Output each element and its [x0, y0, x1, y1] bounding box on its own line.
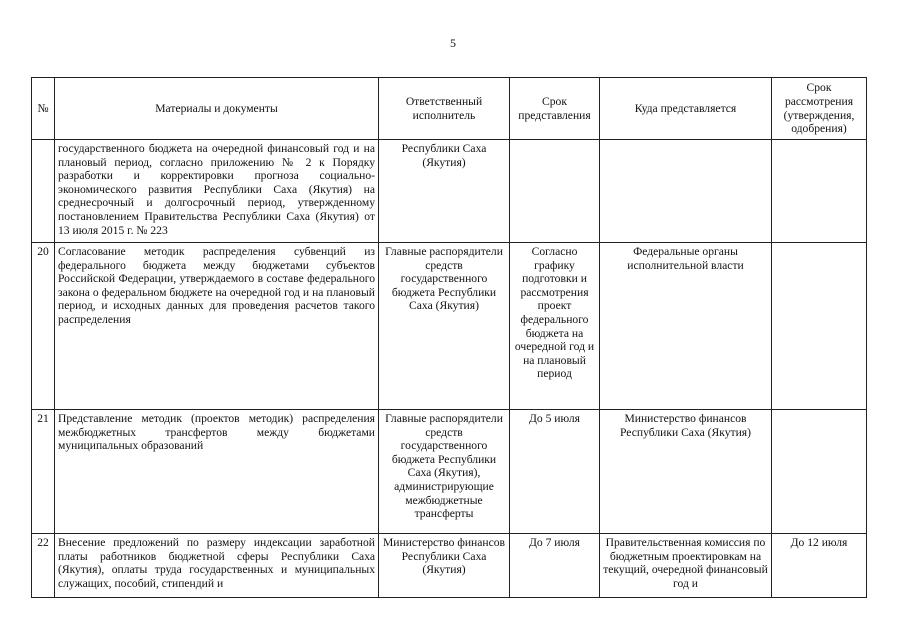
row-materials: Представление методик (проектов методик) распределения межбюджетных трансфертов между бюджетами муниципальных образований [55, 410, 379, 534]
row-deadline: До 7 июля [510, 534, 600, 598]
row-responsible: Республики Саха (Якутия) [379, 140, 510, 243]
table-row [32, 140, 867, 243]
row-review [772, 140, 867, 243]
header-deadline: Срок представления [510, 78, 600, 140]
row-number: 20 [32, 243, 55, 410]
row-number: 22 [32, 534, 55, 598]
header-responsible: Ответственный исполнитель [379, 78, 510, 140]
row-number: 21 [32, 410, 55, 534]
row-destination [600, 140, 772, 243]
row-review [772, 410, 867, 534]
table-row [32, 534, 867, 598]
header-review: Срок рассмотрения (утверждения, одобрения) [772, 78, 867, 140]
header-destination: Куда представляется [600, 78, 772, 140]
row-review: До 12 июля [772, 534, 867, 598]
row-review [772, 243, 867, 410]
table-row [32, 243, 867, 410]
row-deadline [510, 140, 600, 243]
row-destination: Правительственная комиссия по бюджетным проектировкам на текущий, очередной финансовый год и [600, 534, 772, 598]
row-materials: государственного бюджета на очередной финансовый год и на плановый период, согласно приложению № 2 к Порядку разработки и корректировки прогноза социально-экономического развития Республики Саха (Якутия) на среднесрочный и долгосрочный период, утвержденному постановлением Правительства Республики Саха (Якутия) от 13 июля 2015 г. № 223 [55, 140, 379, 243]
row-destination: Министерство финансов Республики Саха (Якутия) [600, 410, 772, 534]
row-responsible: Главные распорядители средств государственного бюджета Республики Саха (Якутия) [379, 243, 510, 410]
row-deadline: До 5 июля [510, 410, 600, 534]
row-materials: Внесение предложений по размеру индексации заработной платы работников бюджетной сферы Республики Саха (Якутия), оплаты труда государственных и муниципальных служащих, пособий, стипендий и [55, 534, 379, 598]
table-header-row [32, 78, 867, 140]
row-responsible: Министерство финансов Республики Саха (Якутия) [379, 534, 510, 598]
row-materials: Согласование методик распределения субвенций из федерального бюджета между бюджетами субъектов Российской Федерации, утверждаемого в составе федерального закона о федеральном бюджете на очередной год и на плановый период, и исходных данных для проведения расчетов такого распределения [55, 243, 379, 410]
page-number: 5 [450, 36, 456, 50]
row-number [32, 140, 55, 243]
document-table [31, 77, 867, 598]
header-materials: Материалы и документы [55, 78, 379, 140]
row-deadline: Согласно графику подготовки и рассмотрения проект федерального бюджета на очередной год и на плановый период [510, 243, 600, 410]
header-number: № [32, 78, 55, 140]
row-responsible: Главные распорядители средств государственного бюджета Республики Саха (Якутия), администрирующие межбюджетные трансферты [379, 410, 510, 534]
table-row [32, 410, 867, 534]
row-destination: Федеральные органы исполнительной власти [600, 243, 772, 410]
